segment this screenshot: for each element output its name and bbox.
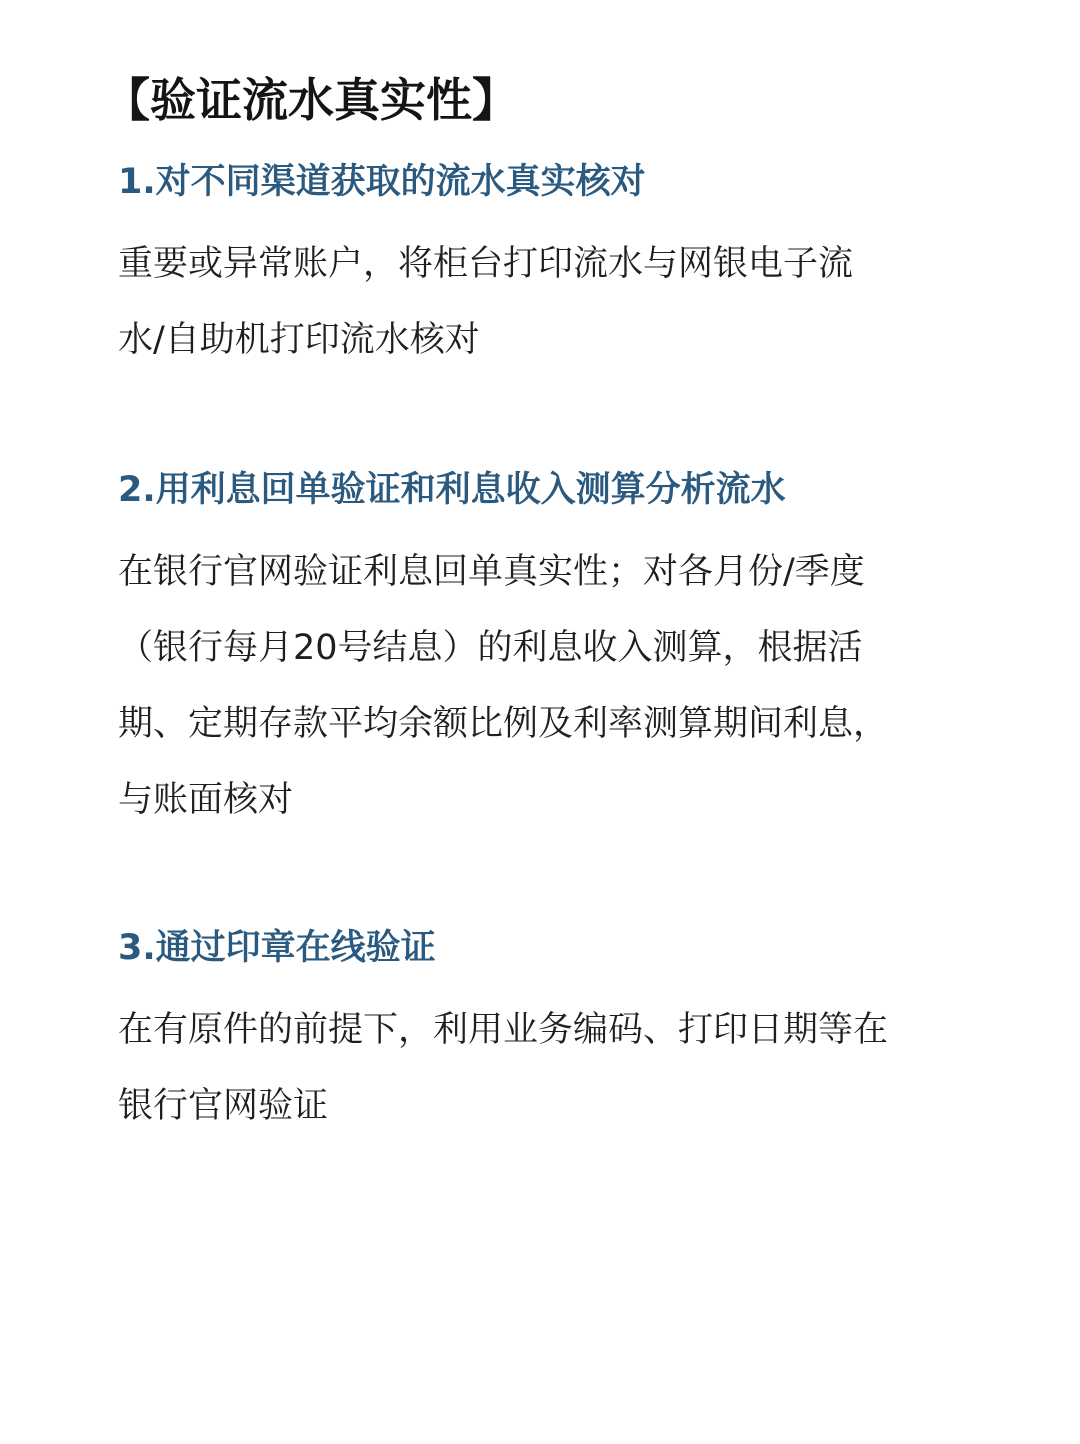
section-body-2	[118, 534, 998, 838]
section-2	[118, 458, 998, 838]
section-2-line-3: 期、定期存款平均余额比例及利率测算期间利息，	[118, 704, 889, 744]
section-heading-2: 2.用利息回单验证和利息收入测算分析流水	[118, 470, 786, 510]
section-body-1	[118, 226, 998, 378]
section-3-line-2: 银行官网验证	[118, 1086, 329, 1126]
section-heading-1: 1.对不同渠道获取的流水真实核对	[118, 162, 646, 202]
section-2-line-2: （银行每月20号结息）的利息收入测算，根据活	[118, 628, 863, 668]
section-2-line-1: 在银行官网验证利息回单真实性；对各月份/季度	[118, 552, 865, 592]
section-3	[118, 916, 998, 1144]
section-1	[118, 150, 998, 378]
section-body-3	[118, 992, 998, 1144]
section-3-line-1: 在有原件的前提下，利用业务编码、打印日期等在	[118, 1010, 889, 1050]
section-2-line-4: 与账面核对	[118, 780, 294, 820]
section-1-line-2: 水/自助机打印流水核对	[118, 320, 480, 360]
section-heading-3: 3.通过印章在线验证	[118, 928, 436, 968]
section-1-line-1: 重要或异常账户，将柜台打印流水与网银电子流	[118, 244, 854, 284]
page-title: 【验证流水真实性】	[104, 73, 518, 127]
